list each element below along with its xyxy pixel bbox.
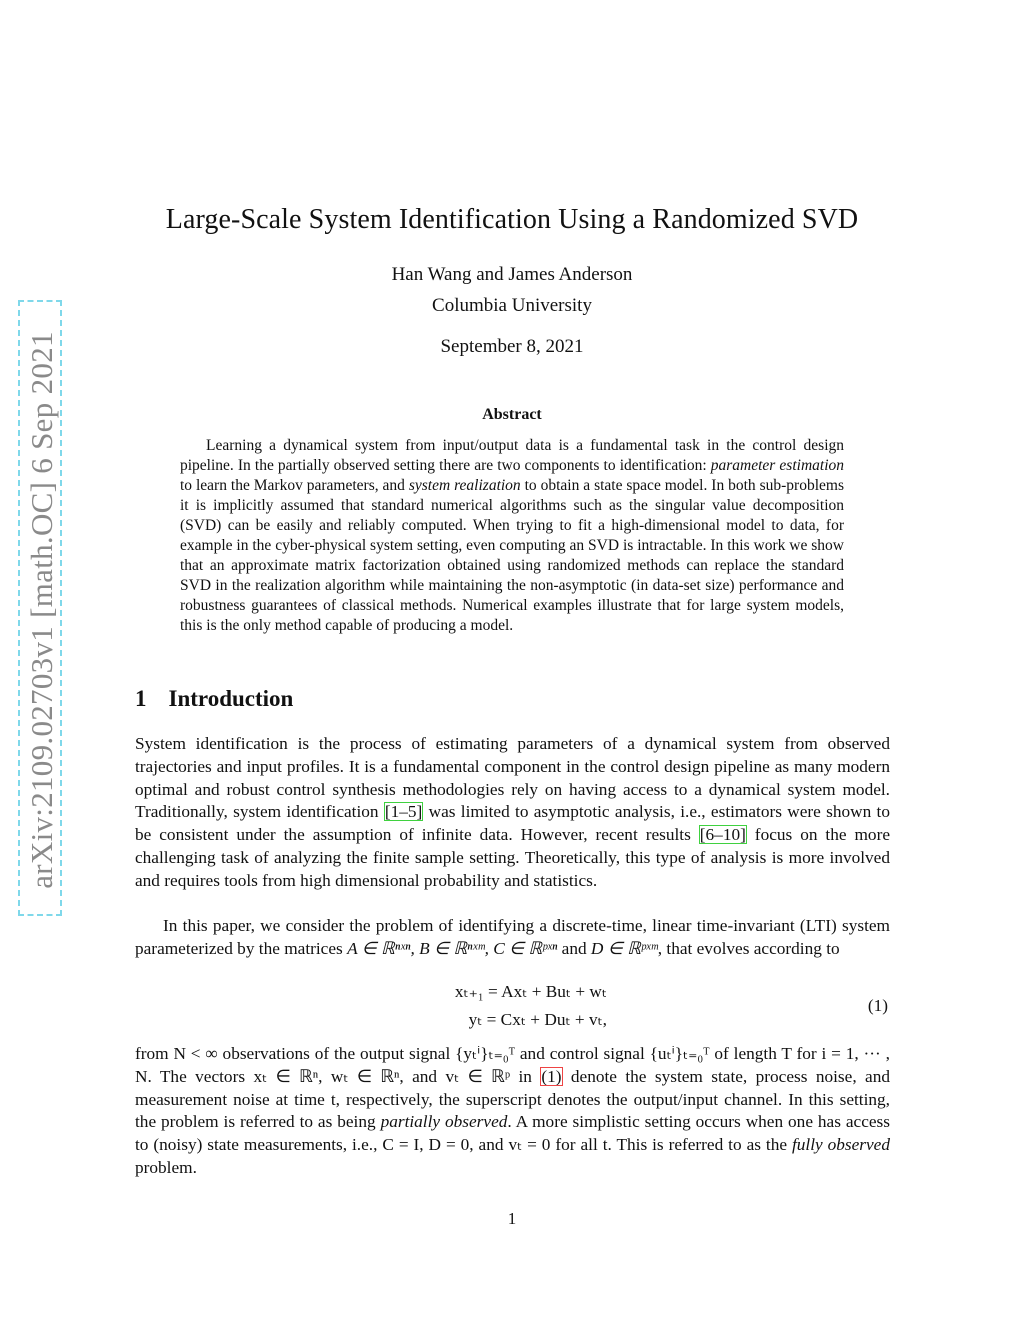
date: September 8, 2021 bbox=[440, 336, 584, 357]
paper-title: Large-Scale System Identification Using a Randomized SVD bbox=[165, 204, 859, 235]
paragraph bbox=[135, 1043, 890, 1180]
equation-line: yₜ = Cxₜ + Duₜ + vₜ, bbox=[468, 1010, 607, 1029]
paragraph-text: . A more simplistic setting occurs when one has access to (noisy) state measurements, i.e., C = I, D = 0, and vₜ = 0 for all t. This is referred to as the bbox=[135, 1112, 890, 1155]
paragraph-text: from N < ∞ observations of the output signal {yₜⁱ}ₜ₌₀ᵀ and control signal {uₜⁱ}ₜ₌₀ᵀ of length T for i = 1, ··· , N. The vectors xₜ ∈ ℝⁿ, wₜ ∈ ℝⁿ, and vₜ ∈ ℝᵖ in bbox=[135, 1044, 890, 1086]
paragraph-text: was limited to asymptotic analysis, i.e., estimators were shown to be consistent under the assumption of infinite data. However, recent results bbox=[135, 802, 890, 845]
authors: Han Wang and James Anderson bbox=[391, 264, 633, 285]
equation-number: (1) bbox=[867, 996, 888, 1015]
affiliation: Columbia University bbox=[432, 295, 592, 316]
abstract-body bbox=[180, 436, 844, 636]
page-number: 1 bbox=[507, 1209, 517, 1228]
section-title: Introduction bbox=[168, 686, 294, 711]
section-number: 1 bbox=[135, 686, 147, 711]
equation-block bbox=[135, 982, 890, 1034]
inline-math: A ∈ ℝⁿˣⁿ, B ∈ ℝⁿˣᵐ, C ∈ ℝᵖˣⁿ bbox=[347, 938, 558, 958]
abstract-emphasis: parameter estimation bbox=[710, 457, 844, 474]
emphasis: fully observed bbox=[791, 1135, 890, 1155]
arxiv-identifier: arXiv:2109.02703v1 [math.OC] 6 Sep 2021 bbox=[24, 331, 59, 889]
inline-math: D ∈ ℝᵖˣᵐ bbox=[590, 938, 658, 958]
abstract-heading: Abstract bbox=[482, 406, 542, 423]
abstract-text: to obtain a state space model. In both sub-problems it is implicitly assumed that standard numerical algorithms such as the singular value decomposition (SVD) can be easily and reliably computed. When trying to fit a high-dimensional model to data, for example in the cyber-physical system setting, even computing an SVD is intractable. In this work we show that an approximate matrix factorization obtained using randomized methods can replace the standard SVD in the realization algorithm while maintaining the non-asymptotic (in data-set size) performance and robustness guarantees of classical methods. Numerical examples illustrate that for large system models, this is the only method capable of producing a model. bbox=[180, 477, 844, 634]
abstract-emphasis: system realization bbox=[408, 477, 521, 494]
paragraph bbox=[135, 915, 890, 961]
abstract-text: Learning a dynamical system from input/output data is a fundamental task in the control design pipeline. In the partially observed setting there are two components to identification: bbox=[180, 437, 844, 474]
equation-reference-link[interactable]: (1) bbox=[541, 1066, 562, 1086]
paragraph-text: , that evolves according to bbox=[657, 938, 840, 958]
paragraph-text: In this paper, we consider the problem of identifying a discrete-time, linear time-invariant (LTI) system parameterized by the matrices bbox=[135, 916, 890, 958]
arxiv-stamp[interactable] bbox=[18, 300, 62, 916]
paragraph-text: focus on the more challenging task of analyzing the finite sample setting. Theoretically, this type of analysis is more involved and requires tools from high dimensional probability and statistics. bbox=[135, 825, 890, 890]
citation-link[interactable]: [1–5] bbox=[384, 802, 423, 822]
paragraph-text: System identification is the process of estimating parameters of a dynamical system from observed trajectories and input profiles. It is a fundamental component in the control design pipeline as many modern optimal and robust control synthesis methodologies rely on having access to a dynamical system model. Traditionally, system identification bbox=[135, 734, 890, 822]
paragraph bbox=[135, 733, 890, 893]
section-heading bbox=[135, 686, 293, 712]
equation-line: xₜ₊₁ = Axₜ + Buₜ + wₜ bbox=[454, 982, 607, 1001]
emphasis: partially observed bbox=[380, 1112, 508, 1132]
paragraph-text: denote the system state, process noise, and measurement noise at time t, respectively, the superscript denotes the output/input channel. In this setting, the problem is referred to as being bbox=[135, 1066, 890, 1132]
paragraph-text: and bbox=[557, 938, 591, 958]
abstract-text: to learn the Markov parameters, and bbox=[180, 477, 409, 494]
paragraph-text: problem. bbox=[135, 1157, 197, 1177]
citation-link[interactable]: [6–10] bbox=[699, 825, 746, 845]
